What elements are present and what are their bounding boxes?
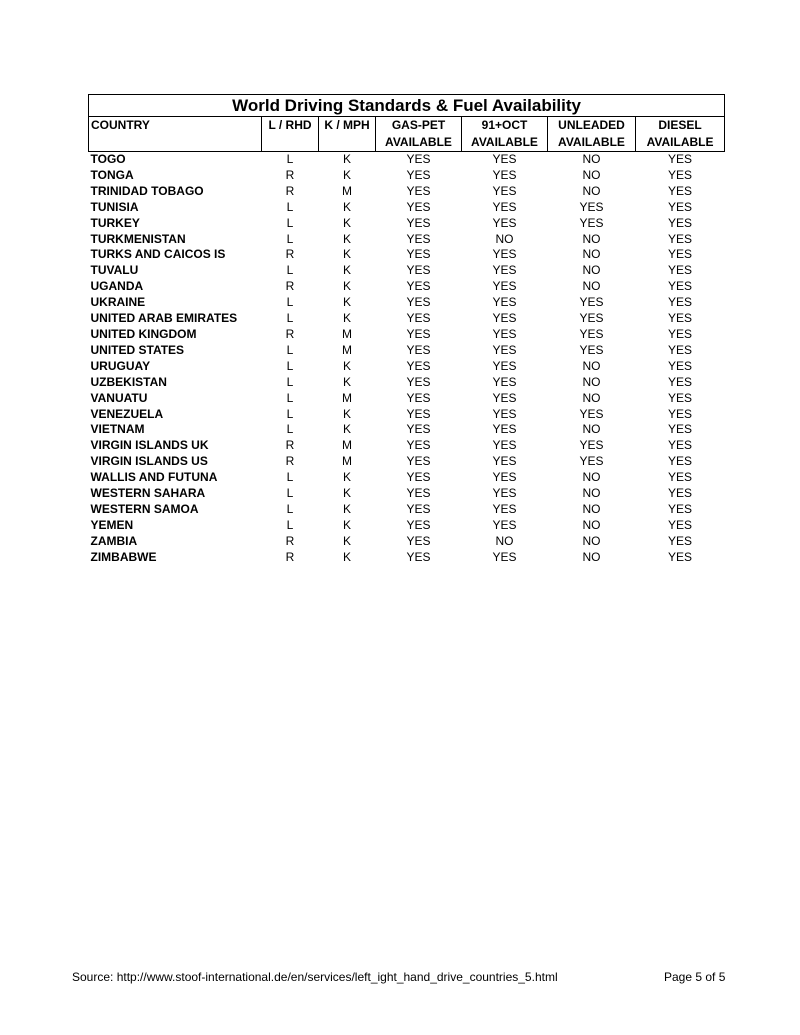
- kmph-cell: M: [342, 326, 352, 341]
- diesel-cell: YES: [668, 422, 693, 437]
- footer-source: Source: http://www.stoof-international.de/en/services/left_ight_hand_drive_countries_5.html: [72, 970, 558, 984]
- gas-pet-cell: YES: [406, 374, 431, 389]
- 91-oct-cell: YES: [492, 263, 517, 278]
- table-row: [89, 550, 725, 566]
- diesel-cell: YES: [668, 470, 693, 485]
- 91-oct-cell: YES: [492, 470, 517, 485]
- unleaded-cell: YES: [579, 454, 604, 469]
- country-cell: UNITED ARAB EMIRATES: [90, 311, 238, 326]
- gas-pet-cell: YES: [406, 247, 431, 262]
- column-subheader-gas-pet: AVAILABLE: [376, 134, 462, 152]
- unleaded-cell: NO: [582, 533, 601, 548]
- gas-pet-cell: YES: [406, 358, 431, 373]
- diesel-cell: YES: [668, 247, 693, 262]
- country-cell: YEMEN: [90, 517, 134, 532]
- unleaded-cell: NO: [582, 422, 601, 437]
- 91-oct-cell: YES: [492, 517, 517, 532]
- lrhd-cell: L: [286, 295, 294, 310]
- country-cell: VENEZUELA: [90, 406, 164, 421]
- column-subheader-unleaded: AVAILABLE: [548, 134, 636, 152]
- country-cell: TUNISIA: [90, 199, 139, 214]
- gas-pet-cell: YES: [406, 279, 431, 294]
- 91-oct-cell: YES: [492, 549, 517, 564]
- lrhd-cell: L: [286, 422, 294, 437]
- diesel-cell: YES: [668, 374, 693, 389]
- 91-oct-cell: YES: [492, 247, 517, 262]
- diesel-cell: YES: [668, 501, 693, 516]
- 91-oct-cell: YES: [492, 342, 517, 357]
- unleaded-cell: NO: [582, 279, 601, 294]
- country-cell: UNITED KINGDOM: [90, 326, 197, 341]
- table-row: [89, 438, 725, 454]
- country-cell: VIRGIN ISLANDS US: [90, 454, 208, 469]
- diesel-cell: YES: [668, 358, 693, 373]
- gas-pet-cell: YES: [406, 390, 431, 405]
- unleaded-cell: YES: [579, 311, 604, 326]
- lrhd-cell: R: [285, 549, 295, 564]
- table-row: [89, 311, 725, 327]
- kmph-cell: K: [342, 533, 351, 548]
- gas-pet-cell: YES: [406, 167, 431, 182]
- lrhd-cell: L: [286, 231, 294, 246]
- country-cell: TRINIDAD TOBAGO: [90, 183, 204, 198]
- table-row: [89, 184, 725, 200]
- diesel-cell: YES: [668, 215, 693, 230]
- kmph-cell: M: [342, 454, 352, 469]
- table-row: [89, 343, 725, 359]
- table-row: [89, 279, 725, 295]
- 91-oct-cell: YES: [492, 422, 517, 437]
- country-cell: WESTERN SAMOA: [90, 501, 199, 516]
- unleaded-cell: NO: [582, 390, 601, 405]
- kmph-cell: K: [342, 549, 351, 564]
- table-body: [89, 152, 725, 566]
- gas-pet-cell: YES: [406, 311, 431, 326]
- lrhd-cell: R: [285, 167, 295, 182]
- kmph-cell: K: [342, 470, 351, 485]
- unleaded-cell: NO: [582, 501, 601, 516]
- country-cell: ZIMBABWE: [90, 549, 157, 564]
- country-cell: WALLIS AND FUTUNA: [90, 470, 218, 485]
- kmph-cell: K: [342, 406, 351, 421]
- kmph-cell: K: [342, 422, 351, 437]
- kmph-cell: K: [342, 231, 351, 246]
- diesel-cell: YES: [668, 279, 693, 294]
- lrhd-cell: L: [286, 517, 294, 532]
- table-row: [89, 295, 725, 311]
- lrhd-cell: L: [286, 486, 294, 501]
- table-row: [89, 247, 725, 263]
- country-cell: UZBEKISTAN: [90, 374, 167, 389]
- column-header-unleaded: UNLEADED: [548, 117, 636, 135]
- 91-oct-cell: YES: [492, 215, 517, 230]
- table-row: [89, 200, 725, 216]
- diesel-cell: YES: [668, 454, 693, 469]
- diesel-cell: YES: [668, 152, 693, 166]
- diesel-cell: YES: [668, 390, 693, 405]
- table-title: World Driving Standards & Fuel Availability: [89, 95, 725, 117]
- 91-oct-cell: YES: [492, 152, 517, 166]
- lrhd-cell: L: [286, 152, 294, 166]
- table-row: [89, 216, 725, 232]
- 91-oct-cell: YES: [492, 374, 517, 389]
- table-header: [89, 95, 725, 152]
- 91-oct-cell: YES: [492, 406, 517, 421]
- kmph-cell: K: [342, 374, 351, 389]
- gas-pet-cell: YES: [406, 406, 431, 421]
- kmph-cell: K: [342, 167, 351, 182]
- kmph-cell: K: [342, 517, 351, 532]
- gas-pet-cell: YES: [406, 152, 431, 166]
- gas-pet-cell: YES: [406, 549, 431, 564]
- table-row: [89, 391, 725, 407]
- diesel-cell: YES: [668, 295, 693, 310]
- lrhd-cell: L: [286, 199, 294, 214]
- 91-oct-cell: YES: [492, 326, 517, 341]
- 91-oct-cell: NO: [495, 533, 514, 548]
- diesel-cell: YES: [668, 517, 693, 532]
- kmph-cell: M: [342, 438, 352, 453]
- country-cell: TUVALU: [90, 263, 139, 278]
- country-cell: TONGA: [90, 167, 134, 182]
- gas-pet-cell: YES: [406, 533, 431, 548]
- country-cell: UKRAINE: [90, 295, 146, 310]
- lrhd-cell: R: [285, 279, 295, 294]
- table-row: [89, 263, 725, 279]
- lrhd-cell: L: [286, 390, 294, 405]
- lrhd-cell: L: [286, 470, 294, 485]
- country-cell: UGANDA: [90, 279, 144, 294]
- unleaded-cell: NO: [582, 470, 601, 485]
- diesel-cell: YES: [668, 199, 693, 214]
- unleaded-cell: NO: [582, 486, 601, 501]
- unleaded-cell: YES: [579, 199, 604, 214]
- lrhd-cell: L: [286, 501, 294, 516]
- kmph-cell: K: [342, 358, 351, 373]
- lrhd-cell: L: [286, 358, 294, 373]
- lrhd-cell: L: [286, 406, 294, 421]
- diesel-cell: YES: [668, 533, 693, 548]
- 91-oct-cell: YES: [492, 199, 517, 214]
- kmph-cell: M: [342, 342, 352, 357]
- diesel-cell: YES: [668, 167, 693, 182]
- lrhd-cell: L: [286, 374, 294, 389]
- 91-oct-cell: YES: [492, 486, 517, 501]
- 91-oct-cell: YES: [492, 438, 517, 453]
- lrhd-cell: L: [286, 263, 294, 278]
- unleaded-cell: NO: [582, 358, 601, 373]
- column-header-kmph: K / MPH: [319, 117, 376, 135]
- gas-pet-cell: YES: [406, 470, 431, 485]
- column-subheader-kmph: [319, 134, 376, 152]
- lrhd-cell: L: [286, 342, 294, 357]
- kmph-cell: M: [342, 183, 352, 198]
- 91-oct-cell: YES: [492, 311, 517, 326]
- gas-pet-cell: YES: [406, 342, 431, 357]
- column-header-91-oct: 91+OCT: [462, 117, 548, 135]
- unleaded-cell: NO: [582, 374, 601, 389]
- kmph-cell: K: [342, 152, 351, 166]
- lrhd-cell: R: [285, 183, 295, 198]
- table-row: [89, 152, 725, 168]
- country-cell: TOGO: [90, 152, 126, 166]
- kmph-cell: K: [342, 486, 351, 501]
- table-row: [89, 375, 725, 391]
- kmph-cell: K: [342, 199, 351, 214]
- gas-pet-cell: YES: [406, 215, 431, 230]
- country-cell: VIRGIN ISLANDS UK: [90, 438, 209, 453]
- country-cell: VIETNAM: [90, 422, 145, 437]
- unleaded-cell: NO: [582, 263, 601, 278]
- driving-standards-table: [88, 94, 725, 566]
- gas-pet-cell: YES: [406, 199, 431, 214]
- column-header-row-2: [89, 134, 725, 152]
- table-row: [89, 407, 725, 423]
- table-row: [89, 486, 725, 502]
- diesel-cell: YES: [668, 183, 693, 198]
- lrhd-cell: R: [285, 533, 295, 548]
- country-cell: WESTERN SAHARA: [90, 486, 206, 501]
- gas-pet-cell: YES: [406, 486, 431, 501]
- unleaded-cell: NO: [582, 231, 601, 246]
- 91-oct-cell: NO: [495, 231, 514, 246]
- kmph-cell: K: [342, 295, 351, 310]
- unleaded-cell: NO: [582, 152, 601, 166]
- unleaded-cell: YES: [579, 215, 604, 230]
- country-cell: TURKEY: [90, 215, 140, 230]
- kmph-cell: K: [342, 215, 351, 230]
- table-row: [89, 534, 725, 550]
- unleaded-cell: NO: [582, 247, 601, 262]
- 91-oct-cell: YES: [492, 454, 517, 469]
- kmph-cell: K: [342, 311, 351, 326]
- gas-pet-cell: YES: [406, 326, 431, 341]
- lrhd-cell: L: [286, 215, 294, 230]
- kmph-cell: K: [342, 501, 351, 516]
- table-row: [89, 359, 725, 375]
- gas-pet-cell: YES: [406, 454, 431, 469]
- column-subheader-lrhd: [262, 134, 319, 152]
- country-cell: ZAMBIA: [90, 533, 138, 548]
- gas-pet-cell: YES: [406, 501, 431, 516]
- lrhd-cell: L: [286, 311, 294, 326]
- diesel-cell: YES: [668, 342, 693, 357]
- 91-oct-cell: YES: [492, 358, 517, 373]
- column-header-gas-pet: GAS-PET: [376, 117, 462, 135]
- diesel-cell: YES: [668, 438, 693, 453]
- diesel-cell: YES: [668, 549, 693, 564]
- diesel-cell: YES: [668, 486, 693, 501]
- unleaded-cell: NO: [582, 549, 601, 564]
- diesel-cell: YES: [668, 263, 693, 278]
- country-cell: TURKMENISTAN: [90, 231, 186, 246]
- page-number: Page 5 of 5: [664, 970, 726, 984]
- column-header-country: COUNTRY: [89, 117, 262, 135]
- gas-pet-cell: YES: [406, 231, 431, 246]
- unleaded-cell: NO: [582, 167, 601, 182]
- table-row: [89, 470, 725, 486]
- country-cell: UNITED STATES: [90, 342, 185, 357]
- unleaded-cell: YES: [579, 326, 604, 341]
- diesel-cell: YES: [668, 326, 693, 341]
- column-header-diesel: DIESEL: [636, 117, 725, 135]
- unleaded-cell: NO: [582, 517, 601, 532]
- table-row: [89, 422, 725, 438]
- table-row: [89, 327, 725, 343]
- column-subheader-diesel: AVAILABLE: [636, 134, 725, 152]
- gas-pet-cell: YES: [406, 183, 431, 198]
- column-header-lrhd: L / RHD: [262, 117, 319, 135]
- 91-oct-cell: YES: [492, 167, 517, 182]
- diesel-cell: YES: [668, 406, 693, 421]
- gas-pet-cell: YES: [406, 295, 431, 310]
- kmph-cell: K: [342, 279, 351, 294]
- lrhd-cell: R: [285, 454, 295, 469]
- kmph-cell: M: [342, 390, 352, 405]
- table-row: [89, 502, 725, 518]
- 91-oct-cell: YES: [492, 183, 517, 198]
- column-subheader-91-oct: AVAILABLE: [462, 134, 548, 152]
- diesel-cell: YES: [668, 231, 693, 246]
- diesel-cell: YES: [668, 311, 693, 326]
- unleaded-cell: YES: [579, 438, 604, 453]
- table-row: [89, 232, 725, 248]
- lrhd-cell: R: [285, 438, 295, 453]
- column-header-row-1: [89, 117, 725, 135]
- gas-pet-cell: YES: [406, 438, 431, 453]
- gas-pet-cell: YES: [406, 263, 431, 278]
- gas-pet-cell: YES: [406, 517, 431, 532]
- country-cell: URUGUAY: [90, 358, 151, 373]
- unleaded-cell: YES: [579, 295, 604, 310]
- kmph-cell: K: [342, 247, 351, 262]
- 91-oct-cell: YES: [492, 279, 517, 294]
- gas-pet-cell: YES: [406, 422, 431, 437]
- column-subheader-country: [89, 134, 262, 152]
- kmph-cell: K: [342, 263, 351, 278]
- lrhd-cell: R: [285, 326, 295, 341]
- country-cell: TURKS AND CAICOS IS: [90, 247, 226, 262]
- 91-oct-cell: YES: [492, 390, 517, 405]
- unleaded-cell: NO: [582, 183, 601, 198]
- table-row: [89, 518, 725, 534]
- table-row: [89, 168, 725, 184]
- lrhd-cell: R: [285, 247, 295, 262]
- 91-oct-cell: YES: [492, 501, 517, 516]
- unleaded-cell: YES: [579, 406, 604, 421]
- 91-oct-cell: YES: [492, 295, 517, 310]
- unleaded-cell: YES: [579, 342, 604, 357]
- table-row: [89, 454, 725, 470]
- country-cell: VANUATU: [90, 390, 148, 405]
